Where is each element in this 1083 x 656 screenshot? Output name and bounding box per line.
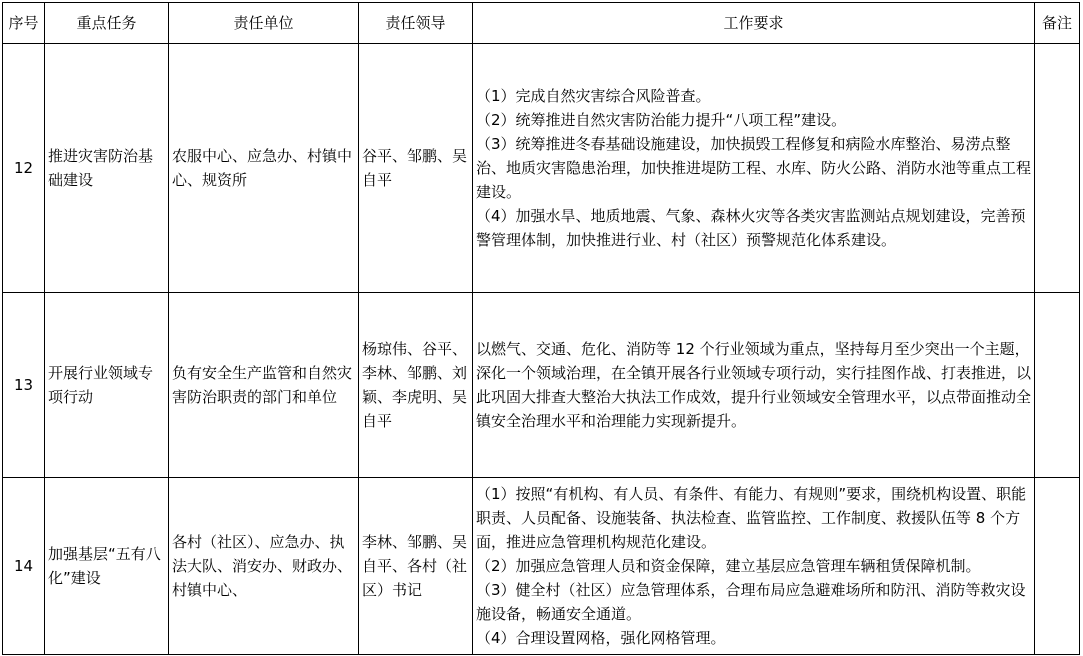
task-table <box>2 2 1080 655</box>
requirement-item: （4）合理设置网格，强化网格管理。 <box>476 629 726 647</box>
header-leader: 责任领导 <box>359 3 473 44</box>
requirement-cell <box>473 478 1035 655</box>
remark-cell <box>1035 478 1080 655</box>
requirement-item: （2）统筹推进自然灾害防治能力提升“八项工程”建设。 <box>476 111 847 129</box>
remark-cell <box>1035 293 1080 478</box>
task-cell: 开展行业领域专项行动 <box>45 293 169 478</box>
row-number: 13 <box>3 293 45 478</box>
unit-cell: 各村（社区）、应急办、执法大队、消安办、财政办、村镇中心、 <box>169 478 359 655</box>
unit-cell: 农服中心、应急办、村镇中心、规资所 <box>169 44 359 293</box>
table-row <box>3 478 1080 655</box>
requirement-item: （1）完成自然灾害综合风险普查。 <box>476 87 711 105</box>
requirement-item: （3）健全村（社区）应急管理体系，合理布局应急避难场所和防汛、消防等救灾设施设备，畅通安全通道。 <box>476 581 1026 623</box>
leader-cell: 李林、邹鹏、吴自平、各村（社区）书记 <box>359 478 473 655</box>
task-cell: 推进灾害防治基础建设 <box>45 44 169 293</box>
requirement-item: （1）按照“有机构、有人员、有条件、有能力、有规则”要求，围绕机构设置、职能职责、人员配备、设施装备、执法检查、监管监控、工作制度、救援队伍等 8 个方面，推进应急管理机构规范化建设。 <box>476 485 1027 551</box>
header-no: 序号 <box>3 3 45 44</box>
header-task: 重点任务 <box>45 3 169 44</box>
row-number: 14 <box>3 478 45 655</box>
row-number: 12 <box>3 44 45 293</box>
remark-cell <box>1035 44 1080 293</box>
header-row <box>3 3 1080 44</box>
header-requirement: 工作要求 <box>473 3 1035 44</box>
header-unit: 责任单位 <box>169 3 359 44</box>
leader-cell: 杨琼伟、谷平、李林、邹鹏、刘颖、李虎明、吴自平 <box>359 293 473 478</box>
requirement-cell <box>473 293 1035 478</box>
task-cell: 加强基层“五有八化”建设 <box>45 478 169 655</box>
header-remark: 备注 <box>1035 3 1080 44</box>
requirement-item: （3）统筹推进冬春基础设施建设，加快损毁工程修复和病险水库整治、易涝点整治、地质灾害隐患治理，加快推进堤防工程、水库、防火公路、消防水池等重点工程建设。 <box>476 135 1032 201</box>
requirement-item: 以燃气、交通、危化、消防等 12 个行业领域为重点，坚持每月至少突出一个主题，深化一个领域治理，在全镇开展各行业领域专项行动，实行挂图作战、打表推进，以此巩固大排查大整治大执法工作成效，提升行业领域安全管理水平，以点带面推动全镇安全治理水平和治理能力实现新提升。 <box>476 340 1032 430</box>
requirement-item: （4）加强水旱、地质地震、气象、森林火灾等各类灾害监测站点规划建设，完善预警管理体制，加快推进行业、村（社区）预警规范化体系建设。 <box>476 207 1026 249</box>
table-row <box>3 44 1080 293</box>
leader-cell: 谷平、邹鹏、吴自平 <box>359 44 473 293</box>
requirement-item: （2）加强应急管理人员和资金保障，建立基层应急管理车辆租赁保障机制。 <box>476 557 981 575</box>
unit-cell: 负有安全生产监管和自然灾害防治职责的部门和单位 <box>169 293 359 478</box>
table-row <box>3 293 1080 478</box>
requirement-cell <box>473 44 1035 293</box>
